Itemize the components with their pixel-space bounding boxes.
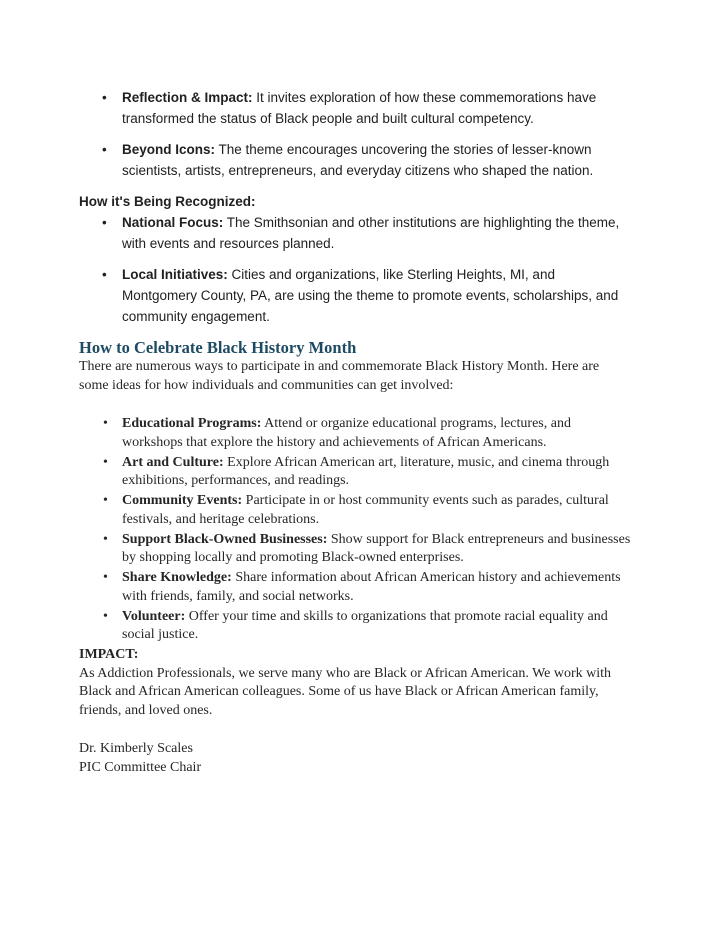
bullet-label: Art and Culture: (122, 454, 224, 470)
impact-heading: IMPACT: (79, 647, 139, 662)
bullet-text: Share information about African American history and achievements with friends, family, and social networks. (122, 570, 621, 604)
recognized-heading: How it's Being Recognized: (79, 194, 256, 209)
bullet-text: Offer your time and skills to organizations that promote racial equality and social justice. (122, 608, 608, 642)
celebrate-intro: There are numerous ways to participate in and commemorate Black History Month. Here are some ideas for how individuals and communities can get involved: (79, 359, 600, 393)
signature-title: PIC Committee Chair (79, 759, 202, 775)
list-item-national-focus (79, 212, 631, 254)
list-item-local-initiatives (79, 264, 631, 327)
bullet-text: Explore African American art, literature, music, and cinema through exhibitions, performances, and readings. (122, 454, 610, 488)
list-item-volunteer (79, 608, 631, 645)
bullet-label: Beyond Icons: (122, 142, 216, 157)
bullet-text: Show support for Black entrepreneurs and businesses by shopping locally and promoting Black-owned enterprises. (122, 531, 631, 565)
impact-body: As Addiction Professionals, we serve many who are Black or African American. We work with Black and African American colleagues. Some of us have Black or African American family, friends, and loved ones. (79, 665, 612, 718)
bullet-text: The theme encourages uncovering the stories of lesser-known scientists, artists, entrepreneurs, and everyday citizens who shaped the nation. (122, 142, 594, 178)
list-item-community-events (79, 492, 631, 529)
bullet-text: It invites exploration of how these commemorations have transformed the status of Black people and built cultural competency. (122, 90, 597, 126)
theme-bullet-list (79, 87, 631, 181)
list-item-reflection-impact (79, 87, 631, 129)
bullet-label: Educational Programs: (122, 416, 262, 431)
bullet-text: Attend or organize educational programs, lectures, and workshops that explore the history and achievements of African Americans. (122, 416, 571, 450)
bullet-text: The Smithsonian and other institutions are highlighting the theme, with events and resources planned. (122, 215, 620, 251)
bullet-label: Local Initiatives: (122, 267, 228, 282)
list-item-beyond-icons (79, 139, 631, 181)
signature-block (79, 739, 631, 777)
list-item-support-black-owned-businesses (79, 531, 631, 568)
bullet-label: Volunteer: (122, 608, 186, 624)
celebrate-bullet-list (79, 415, 631, 645)
bullet-label: Reflection & Impact: (122, 90, 253, 105)
bullet-label: National Focus: (122, 215, 224, 230)
bullet-text: Cities and organizations, like Sterling Heights, MI, and Montgomery County, PA, are using the theme to promote events, scholarships, and community engagement. (122, 267, 619, 324)
bullet-label: Support Black-Owned Businesses: (122, 531, 328, 547)
bullet-label: Community Events: (122, 493, 243, 508)
recognized-bullet-list (79, 212, 631, 327)
celebrate-heading: How to Celebrate Black History Month (79, 338, 357, 357)
list-item-share-knowledge (79, 569, 631, 606)
list-item-art-and-culture (79, 454, 631, 491)
bullet-label: Share Knowledge: (122, 570, 232, 585)
bullet-text: Participate in or host community events such as parades, cultural festivals, and heritage celebrations. (122, 493, 609, 527)
signature-name: Dr. Kimberly Scales (79, 740, 193, 756)
list-item-educational-programs (79, 415, 631, 452)
